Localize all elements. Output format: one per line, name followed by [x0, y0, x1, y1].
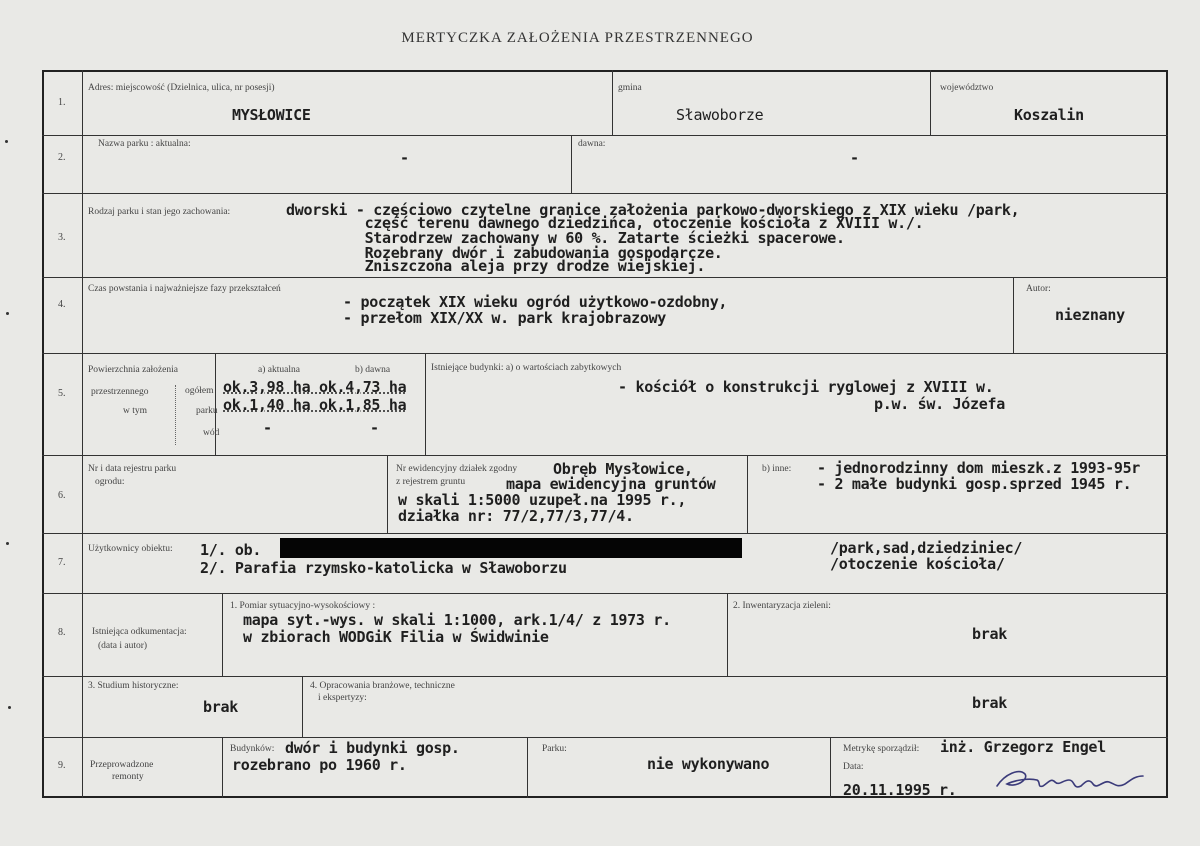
edge-mark — [6, 542, 9, 545]
gmina-label: gmina — [618, 83, 642, 93]
water-sublabel: wód — [203, 428, 220, 438]
total-area-values: ok.3,98 ha ok.4,73 ha — [223, 378, 407, 396]
cell-divider — [175, 385, 176, 445]
address-label: Adres: miejscowość (Dzielnica, ulica, nr posesji) — [88, 83, 275, 93]
parcel-line: działka nr: 77/2,77/3,77/4. — [398, 507, 634, 525]
date-label: Data: — [843, 762, 864, 772]
renovations-label: Przeprowadzone — [90, 760, 154, 770]
park-sublabel: parku — [196, 406, 218, 416]
documentation-label-2: (data i autor) — [98, 641, 148, 651]
parcel-label: Nr ewidencyjny działek zgodny — [396, 464, 518, 474]
phases-label: Czas powstania i najważniejsze fazy przekształceń — [88, 284, 281, 294]
greenery-inventory-value: brak — [972, 625, 1007, 643]
user-line: 1/. ob. — [200, 541, 262, 559]
other-buildings-line: - jednorodzinny dom mieszk.z 1993-95r — [817, 459, 1141, 477]
cell-divider — [1013, 277, 1014, 353]
author-label: Autor: — [1026, 284, 1051, 294]
cell-divider — [527, 737, 528, 798]
area-label-3: w tym — [123, 406, 148, 416]
buildings-renovation-line: dwór i budynki gosp. — [285, 739, 460, 757]
handwritten-signature — [985, 760, 1160, 800]
row-number: 6. — [58, 490, 66, 501]
buildings-label: Istniejące budynki: a) o wartościach zabytkowych — [431, 363, 622, 373]
park-type-line: Starodrzew zachowany w 60 %. Zatarte ścieżki spacerowe. — [286, 229, 845, 247]
date-value: 20.11.1995 r. — [843, 781, 957, 799]
cell-divider — [830, 737, 831, 798]
area-label-2: przestrzennego — [91, 387, 149, 397]
row-divider — [42, 533, 1168, 534]
cell-divider — [387, 455, 388, 533]
row-divider — [42, 277, 1168, 278]
park-renovation-value: nie wykonywano — [647, 755, 770, 773]
register-label: Nr i data rejestru parku — [88, 464, 177, 474]
page-title: MERTYCZKA ZAŁOŻENIA PRZESTRZENNEGO — [401, 30, 754, 46]
park-renovation-label: Parku: — [542, 744, 567, 754]
redacted-name-block — [280, 538, 742, 558]
parcel-line: mapa ewidencyjna gruntów — [506, 475, 716, 493]
cell-divider — [302, 676, 303, 737]
phases-line: - początek XIX wieku ogród użytkowo-ozdobny, — [343, 293, 728, 311]
survey-line: w zbiorach WODGiK Filia w Świdwinie — [243, 628, 549, 646]
expertise-value: brak — [972, 694, 1007, 712]
park-name-value: - — [400, 149, 409, 167]
greenery-inventory-label: 2. Inwentaryzacja zieleni: — [733, 601, 831, 611]
park-type-line: Zniszczona aleja przy drodze wiejskiej. — [286, 257, 706, 275]
row-number: 4. — [58, 299, 66, 310]
former-name-label: dawna: — [578, 139, 606, 149]
edge-mark — [6, 312, 9, 315]
row-divider — [42, 593, 1168, 594]
cell-divider — [930, 70, 931, 135]
row-number: 2. — [58, 152, 66, 163]
parcel-label-2: z rejestrem gruntu — [396, 477, 466, 487]
park-type-label: Rodzaj parku i stan jego zachowania: — [88, 207, 231, 217]
cell-divider — [727, 593, 728, 676]
row-number: 9. — [58, 760, 66, 771]
row-divider — [42, 135, 1168, 136]
address-value: MYSŁOWICE — [232, 106, 311, 124]
parcel-line: w skali 1:5000 uzupeł.na 1995 r., — [398, 491, 687, 509]
voivodeship-value: Koszalin — [1014, 106, 1084, 124]
park-name-label: Nazwa parku : aktualna: — [98, 139, 191, 149]
historical-study-label: 3. Studium historyczne: — [88, 681, 179, 691]
former-area-label: b) dawna — [355, 365, 391, 375]
other-buildings-line: - 2 małe budynki gosp.sprzed 1945 r. — [817, 475, 1132, 493]
survey-line: mapa syt.-wys. w skali 1:1000, ark.1/4/ z 1973 r. — [243, 611, 671, 629]
register-label-2: ogrodu: — [95, 477, 125, 487]
author-value: nieznany — [1055, 306, 1125, 324]
buildings-line: - kościół o konstrukcji ryglowej z XVIII w. — [618, 378, 994, 396]
documentation-label: Istniejąca odkumentacja: — [92, 627, 187, 637]
row-divider — [42, 455, 1168, 456]
park-type-line: Rozebrany dwór i zabudowania gospodarcze. — [286, 244, 723, 262]
cell-divider — [747, 455, 748, 533]
user-line: 2/. Parafia rzymsko-katolicka w Sławoborzu — [200, 559, 567, 577]
number-column-divider — [82, 70, 83, 798]
survey-label: 1. Pomiar sytuacyjno-wysokościowy : — [230, 601, 376, 611]
current-area-label: a) aktualna — [258, 365, 300, 375]
row-number: 5. — [58, 388, 66, 399]
prepared-by-label: Metrykę sporządził: — [843, 744, 920, 754]
phases-line: - przełom XIX/XX w. park krajobrazowy — [343, 309, 667, 327]
prepared-by-value: inż. Grzegorz Engel — [940, 738, 1106, 756]
cell-divider — [222, 593, 223, 676]
other-buildings-label: b) inne: — [762, 464, 792, 474]
historical-study-value: brak — [203, 698, 238, 716]
buildings-line: p.w. św. Józefa — [874, 395, 1005, 413]
gmina-value: Sławoborze — [676, 106, 764, 124]
buildings-renovation-label: Budynków: — [230, 744, 275, 754]
water-area-current: - — [263, 419, 272, 437]
row-number: 3. — [58, 232, 66, 243]
users-label: Użytkownicy obiektu: — [88, 544, 173, 554]
park-area-values: ok.1,40 ha ok.1,85 ha — [223, 396, 407, 414]
cell-divider — [612, 70, 613, 135]
voivodeship-label: województwo — [940, 83, 994, 93]
edge-mark — [5, 140, 8, 143]
row-number: 8. — [58, 627, 66, 638]
row-divider — [42, 676, 1168, 677]
cell-divider — [215, 353, 216, 455]
total-sublabel: ogółem — [185, 386, 214, 396]
edge-mark — [8, 706, 11, 709]
parcel-line: Obręb Mysłowice, — [553, 460, 693, 478]
user-scope-line: /otoczenie kościoła/ — [830, 555, 1005, 573]
row-number: 1. — [58, 97, 66, 108]
row-divider — [42, 353, 1168, 354]
expertise-label: 4. Opracowania branżowe, techniczne — [310, 681, 455, 691]
park-type-line: część terenu dawnego dziedzińca, otoczenie kościoła z XVIII w./. — [286, 214, 924, 232]
cell-divider — [571, 135, 572, 193]
row-number: 7. — [58, 557, 66, 568]
former-name-value: - — [850, 149, 859, 167]
water-area-former: - — [370, 419, 379, 437]
cell-divider — [425, 353, 426, 455]
renovations-label-2: remonty — [112, 772, 144, 782]
cell-divider — [222, 737, 223, 798]
user-scope-line: /park,sad,dziedziniec/ — [830, 539, 1023, 557]
row-divider — [42, 193, 1168, 194]
park-type-line: dworski - częściowo czytelne granice założenia parkowo-dworskiego z XIX wieku /park, — [286, 201, 1020, 219]
area-label: Powierzchnia założenia — [88, 365, 178, 375]
expertise-label-2: i ekspertyzy: — [318, 693, 367, 703]
buildings-renovation-line: rozebrano po 1960 r. — [232, 756, 407, 774]
